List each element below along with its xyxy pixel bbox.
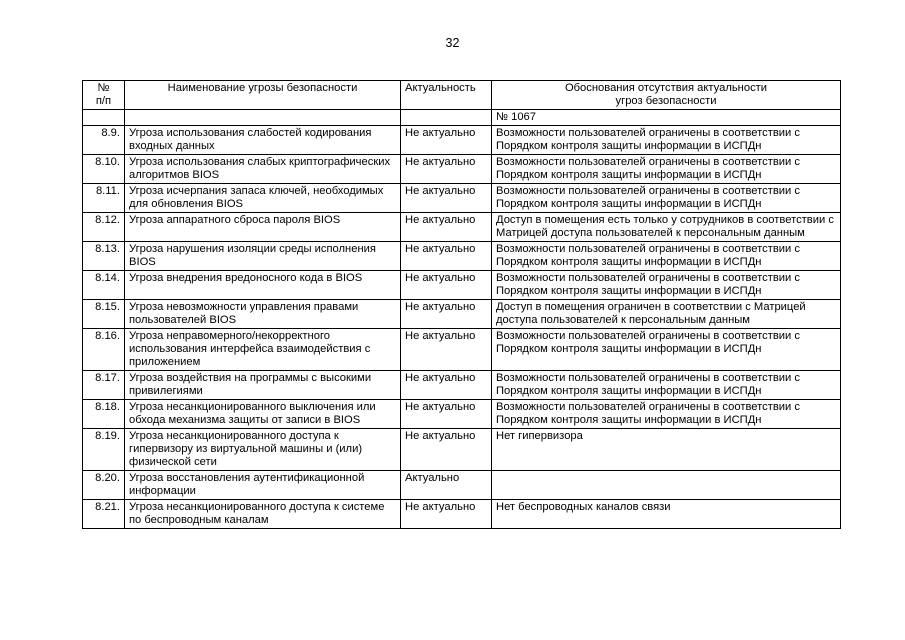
cell-number: 8.17.	[83, 371, 125, 400]
cell-threat-name: Угроза восстановления аутентификационной информации	[125, 471, 401, 500]
table-row	[83, 242, 841, 271]
column-header-reason-line2: угроз безопасности	[615, 95, 717, 107]
cell-number: 8.20.	[83, 471, 125, 500]
column-header-number-line1: №	[97, 82, 110, 94]
table-row	[83, 271, 841, 300]
table-row	[83, 213, 841, 242]
table-subheader-row	[83, 110, 841, 126]
cell-reason: Доступ в помещения ограничен в соответствии с Матрицей доступа пользователей к персональным данным	[492, 300, 841, 329]
table-row	[83, 429, 841, 471]
table-row	[83, 329, 841, 371]
cell-reason	[492, 471, 841, 500]
cell-threat-name: Угроза использования слабых криптографических алгоритмов BIOS	[125, 155, 401, 184]
cell-threat-name: Угроза несанкционированного выключения или обхода механизма защиты от записи в BIOS	[125, 400, 401, 429]
cell-number: 8.9.	[83, 126, 125, 155]
cell-reason: Возможности пользователей ограничены в соответствии с Порядком контроля защиты информации в ИСПДн	[492, 400, 841, 429]
cell-number: 8.19.	[83, 429, 125, 471]
cell-actuality: Не актуально	[401, 429, 492, 471]
page-number: 32	[445, 36, 460, 50]
cell-reason: Возможности пользователей ограничены в соответствии с Порядком контроля защиты информации в ИСПДн	[492, 329, 841, 371]
cell-actuality: Не актуально	[401, 184, 492, 213]
cell-actuality: Актуально	[401, 471, 492, 500]
subheader-empty-cell	[125, 110, 401, 126]
subheader-empty-cell	[401, 110, 492, 126]
cell-threat-name: Угроза аппаратного сброса пароля BIOS	[125, 213, 401, 242]
cell-reason: Возможности пользователей ограничены в соответствии с Порядком контроля защиты информации в ИСПДн	[492, 271, 841, 300]
cell-threat-name: Угроза использования слабостей кодирования входных данных	[125, 126, 401, 155]
cell-number: 8.12.	[83, 213, 125, 242]
cell-reason: Доступ в помещения есть только у сотрудников в соответствии с Матрицей доступа пользователей к персональным данным	[492, 213, 841, 242]
cell-actuality: Не актуально	[401, 400, 492, 429]
cell-reason: Возможности пользователей ограничены в соответствии с Порядком контроля защиты информации в ИСПДн	[492, 184, 841, 213]
cell-reason: Возможности пользователей ограничены в соответствии с Порядком контроля защиты информации в ИСПДн	[492, 371, 841, 400]
table-header-row	[83, 81, 841, 110]
cell-number: 8.14.	[83, 271, 125, 300]
cell-threat-name: Угроза невозможности управления правами пользователей BIOS	[125, 300, 401, 329]
cell-actuality: Не актуально	[401, 371, 492, 400]
cell-threat-name: Угроза несанкционированного доступа к системе по беспроводным каналам	[125, 500, 401, 529]
column-header-number	[83, 81, 125, 110]
cell-number: 8.16.	[83, 329, 125, 371]
table-row	[83, 471, 841, 500]
cell-threat-name: Угроза исчерпания запаса ключей, необходимых для обновления BIOS	[125, 184, 401, 213]
column-header-reason	[492, 81, 841, 110]
cell-actuality: Не актуально	[401, 329, 492, 371]
table-row	[83, 300, 841, 329]
column-header-reason-line1: Обоснования отсутствия актуальности	[564, 82, 768, 94]
subheader-reference: № 1067	[492, 110, 841, 126]
cell-number: 8.10.	[83, 155, 125, 184]
column-header-actuality: Актуальность	[401, 81, 492, 110]
cell-number: 8.13.	[83, 242, 125, 271]
cell-reason: Возможности пользователей ограничены в соответствии с Порядком контроля защиты информации в ИСПДн	[492, 155, 841, 184]
cell-number: 8.11.	[83, 184, 125, 213]
cell-reason: Возможности пользователей ограничены в соответствии с Порядком контроля защиты информации в ИСПДн	[492, 242, 841, 271]
cell-threat-name: Угроза несанкционированного доступа к гипервизору из виртуальной машины и (или) физической сети	[125, 429, 401, 471]
cell-threat-name: Угроза нарушения изоляции среды исполнения BIOS	[125, 242, 401, 271]
cell-number: 8.21.	[83, 500, 125, 529]
table-row	[83, 500, 841, 529]
cell-reason: Нет гипервизора	[492, 429, 841, 471]
cell-actuality: Не актуально	[401, 271, 492, 300]
column-header-number-line2: п/п	[95, 95, 112, 107]
table-row	[83, 126, 841, 155]
column-header-threat-name: Наименование угрозы безопасности	[125, 81, 401, 110]
subheader-empty-cell	[83, 110, 125, 126]
cell-number: 8.15.	[83, 300, 125, 329]
cell-threat-name: Угроза воздействия на программы с высокими привилегиями	[125, 371, 401, 400]
table-row	[83, 371, 841, 400]
table-row	[83, 184, 841, 213]
cell-actuality: Не актуально	[401, 126, 492, 155]
cell-actuality: Не актуально	[401, 500, 492, 529]
cell-reason: Возможности пользователей ограничены в соответствии с Порядком контроля защиты информации в ИСПДн	[492, 126, 841, 155]
table-row	[83, 155, 841, 184]
cell-actuality: Не актуально	[401, 213, 492, 242]
cell-threat-name: Угроза неправомерного/некорректного использования интерфейса взаимодействия с приложением	[125, 329, 401, 371]
table-row	[83, 400, 841, 429]
cell-actuality: Не актуально	[401, 300, 492, 329]
cell-reason: Нет беспроводных каналов связи	[492, 500, 841, 529]
cell-threat-name: Угроза внедрения вредоносного кода в BIOS	[125, 271, 401, 300]
cell-actuality: Не актуально	[401, 242, 492, 271]
threats-table	[82, 80, 841, 529]
cell-number: 8.18.	[83, 400, 125, 429]
cell-actuality: Не актуально	[401, 155, 492, 184]
